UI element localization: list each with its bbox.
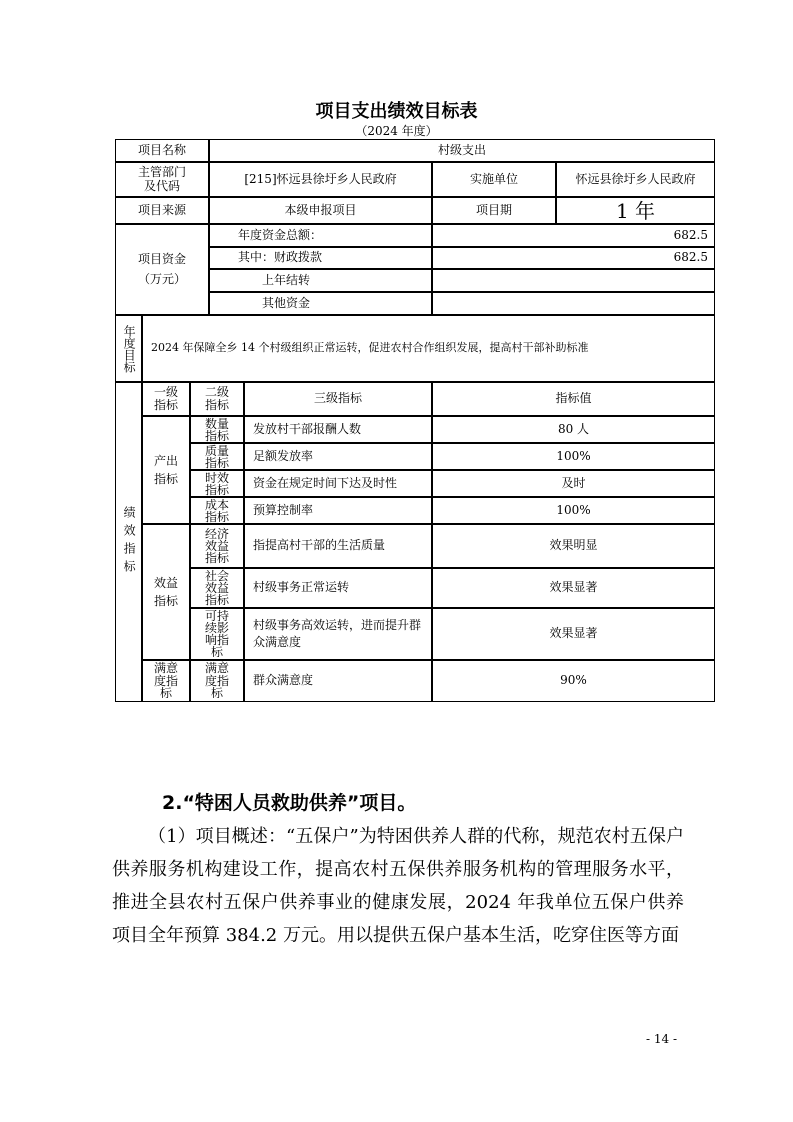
group-benefit-indicators: 效益 指标 bbox=[142, 524, 190, 660]
fund-row-label: 上年结转 bbox=[209, 269, 432, 292]
level2-cell: 经济 效益 指标 bbox=[190, 524, 244, 568]
level2-cell: 数量 指标 bbox=[190, 416, 244, 443]
label-department: 主管部门 及代码 bbox=[115, 162, 209, 197]
level3-cell: 预算控制率 bbox=[244, 497, 432, 524]
fund-row-value bbox=[432, 269, 715, 292]
value-project-source: 本级申报项目 bbox=[209, 197, 432, 224]
fund-row-label: 其他资金 bbox=[209, 292, 432, 315]
group-satisfaction-indicators: 满意 度指 标 bbox=[142, 660, 190, 702]
fund-row-value bbox=[432, 292, 715, 315]
level2-cell: 社会 效益 指标 bbox=[190, 568, 244, 608]
label-annual-goal: 年度目标 bbox=[115, 315, 142, 382]
level2-cell: 满意 度指 标 bbox=[190, 660, 244, 702]
page-number: - 14 - bbox=[645, 1032, 677, 1046]
header-level2: 二级 指标 bbox=[190, 382, 244, 416]
fund-row-label: 年度资金总额： bbox=[209, 224, 432, 247]
header-level3: 三级指标 bbox=[244, 382, 432, 416]
value-project-period: 1 年 bbox=[556, 197, 715, 224]
table-title: 项目支出绩效目标表 bbox=[315, 101, 478, 122]
level2-cell: 成本 指标 bbox=[190, 497, 244, 524]
indicator-value-cell: 效果显著 bbox=[432, 608, 715, 660]
level3-cell: 发放村干部报酬人数 bbox=[244, 416, 432, 443]
section-paragraph bbox=[112, 820, 684, 952]
value-implementing-unit: 怀远县徐圩乡人民政府 bbox=[556, 162, 715, 197]
indicator-value-cell: 80 人 bbox=[432, 416, 715, 443]
level3-cell: 村级事务正常运转 bbox=[244, 568, 432, 608]
value-project-name: 村级支出 bbox=[209, 139, 715, 162]
group-output-indicators: 产出 指标 bbox=[142, 416, 190, 524]
year-note: （2024 年度） bbox=[355, 124, 438, 138]
level3-cell: 足额发放率 bbox=[244, 443, 432, 470]
value-department: [215]怀远县徐圩乡人民政府 bbox=[209, 162, 432, 197]
label-project-name: 项目名称 bbox=[115, 139, 209, 162]
header-level1: 一级 指标 bbox=[142, 382, 190, 416]
level3-cell: 村级事务高效运转，进而提升群众满意度 bbox=[244, 608, 432, 660]
level3-cell: 群众满意度 bbox=[244, 660, 432, 702]
paragraph-text: （1）项目概述：“五保户”为特困供养人群的代称，规范农村五保户供养服务机构建设工作，提高农村五保供养服务机构的管理服务水平，推进全县农村五保户供养事业的健康发展，2024 年我单位五保户供养项目全年预算 384.2 万元。用以提供五保户基本生活，吃穿住医等方面 bbox=[112, 826, 684, 946]
indicator-value-cell: 效果明显 bbox=[432, 524, 715, 568]
level3-cell: 资金在规定时间下达及时性 bbox=[244, 470, 432, 497]
indicator-value-cell: 效果显著 bbox=[432, 568, 715, 608]
label-project-funds: 项目资金 （万元） bbox=[115, 224, 209, 315]
level2-cell: 可持 续影 响指 标 bbox=[190, 608, 244, 660]
label-performance-indicators: 绩效指标 bbox=[115, 382, 142, 702]
level2-cell: 质量 指标 bbox=[190, 443, 244, 470]
fund-row-label: 其中：财政拨款 bbox=[209, 247, 432, 269]
label-project-source: 项目来源 bbox=[115, 197, 209, 224]
label-implementing-unit: 实施单位 bbox=[432, 162, 556, 197]
header-indicator-value: 指标值 bbox=[432, 382, 715, 416]
section-heading: 2.“特困人员救助供养”项目。 bbox=[162, 792, 417, 814]
level2-cell: 时效 指标 bbox=[190, 470, 244, 497]
indicator-value-cell: 100% bbox=[432, 443, 715, 470]
indicator-value-cell: 90% bbox=[432, 660, 715, 702]
value-annual-goal: 2024 年保障全乡 14 个村级组织正常运转，促进农村合作组织发展，提高村干部补助标准 bbox=[142, 315, 715, 382]
label-project-period: 项目期 bbox=[432, 197, 556, 224]
indicator-value-cell: 及时 bbox=[432, 470, 715, 497]
fund-row-value: 682.5 bbox=[432, 247, 715, 269]
indicator-value-cell: 100% bbox=[432, 497, 715, 524]
fund-row-value: 682.5 bbox=[432, 224, 715, 247]
level3-cell: 指提高村干部的生活质量 bbox=[244, 524, 432, 568]
